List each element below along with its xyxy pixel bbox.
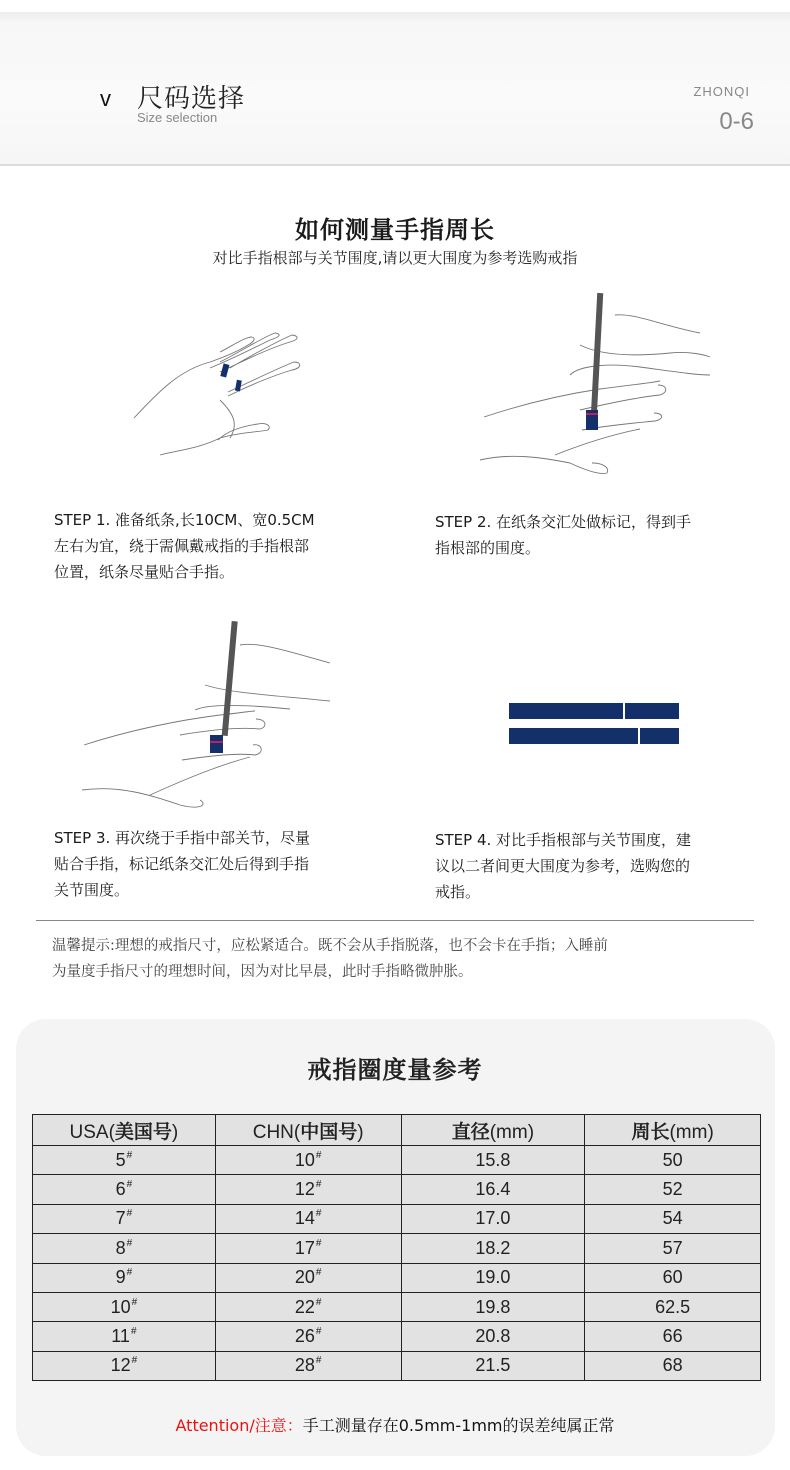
- hash-mark: #: [131, 1355, 138, 1367]
- hash-mark: #: [131, 1296, 138, 1308]
- strip-comparison-illustration: [509, 703, 679, 745]
- step-1-text: STEP 1. 准备纸条,长10CM、宽0.5CM 左右为宜，绕于需佩戴戒指的手指根部 位置，纸条尽量贴合手指。: [54, 511, 315, 581]
- hand-pen-joint-illustration: [70, 615, 350, 815]
- cell-diameter: 19.0: [401, 1263, 585, 1292]
- attention-label: Attention/注意：: [175, 1416, 303, 1435]
- hash-mark: #: [126, 1237, 133, 1249]
- table-row: [33, 1204, 761, 1233]
- header-usa: USA(美国号): [33, 1115, 216, 1146]
- strip-root-overlap: [625, 703, 679, 719]
- table-row: [33, 1234, 761, 1263]
- cell-chn: 14#: [215, 1204, 401, 1233]
- hash-mark: #: [315, 1267, 322, 1279]
- cell-usa: 6#: [33, 1175, 216, 1204]
- cell-chn: 22#: [215, 1292, 401, 1321]
- section-number: 0-6: [719, 108, 754, 135]
- section-title: 尺码选择: [137, 84, 246, 114]
- howto-subtitle: 对比手指根部与关节围度,请以更大围度为参考选购戒指: [212, 249, 578, 267]
- table-row: [33, 1146, 761, 1175]
- cell-diameter: 19.8: [401, 1292, 585, 1321]
- sizing-tip: 温馨提示:理想的戒指尺寸，应松紧适合。既不会从手指脱落，也不会卡在手指；入睡前 为量度手指尺寸的理想时间，因为对比早晨，此时手指略微肿胀。: [52, 938, 608, 980]
- cell-diameter: 15.8: [401, 1146, 585, 1175]
- header-circumference: 周长(mm): [585, 1115, 761, 1146]
- hash-mark: #: [126, 1149, 133, 1161]
- cell-circumference: 66: [585, 1322, 761, 1351]
- hash-mark: #: [126, 1179, 133, 1191]
- chevron-down-icon: v: [100, 86, 111, 111]
- hash-mark: #: [315, 1355, 322, 1367]
- cell-circumference: 50: [585, 1146, 761, 1175]
- step-3-text: STEP 3. 再次绕于手指中部关节，尽量 贴合手指，标记纸条交汇处后得到手指 关节围度。: [54, 829, 311, 899]
- section-subtitle: Size selection: [137, 110, 218, 125]
- cell-diameter: 20.8: [401, 1322, 585, 1351]
- header-diameter: 直径(mm): [401, 1115, 585, 1146]
- cell-circumference: 60: [585, 1263, 761, 1292]
- attention-note: [0, 1413, 790, 1436]
- cell-diameter: 18.2: [401, 1234, 585, 1263]
- cell-chn: 20#: [215, 1263, 401, 1292]
- table-row: [33, 1322, 761, 1351]
- hand-pen-mark-illustration: [470, 285, 720, 485]
- header-chn: CHN(中国号): [215, 1115, 401, 1146]
- attention-text: 手工测量存在0.5mm-1mm的误差纯属正常: [302, 1416, 615, 1435]
- cell-circumference: 52: [585, 1175, 761, 1204]
- table-row: [33, 1175, 761, 1204]
- cell-circumference: 68: [585, 1351, 761, 1380]
- hash-mark: #: [126, 1267, 133, 1279]
- hash-mark: #: [315, 1237, 322, 1249]
- hash-mark: #: [126, 1208, 133, 1220]
- cell-chn: 28#: [215, 1351, 401, 1380]
- hash-mark: #: [315, 1179, 322, 1191]
- cell-diameter: 21.5: [401, 1351, 585, 1380]
- strip-root: [509, 703, 623, 719]
- brand-name: ZHONQI: [693, 84, 750, 99]
- table-row: [33, 1263, 761, 1292]
- cell-usa: 11#: [33, 1322, 216, 1351]
- cell-chn: 12#: [215, 1175, 401, 1204]
- table-row: [33, 1351, 761, 1380]
- table-header-row: [33, 1115, 761, 1146]
- hash-mark: #: [130, 1326, 137, 1338]
- hash-mark: #: [315, 1149, 322, 1161]
- cell-circumference: 62.5: [585, 1292, 761, 1321]
- strip-joint-overlap: [640, 728, 679, 744]
- step-2-text: STEP 2. 在纸条交汇处做标记，得到手 指根部的围度。: [435, 513, 692, 557]
- size-chart-table: [32, 1114, 761, 1381]
- hash-mark: #: [315, 1326, 322, 1338]
- cell-circumference: 54: [585, 1204, 761, 1233]
- cell-usa: 12#: [33, 1351, 216, 1380]
- step-4-text: STEP 4. 对比手指根部与关节围度，建 议以二者间更大围度为参考，选购您的 戒指。: [435, 831, 692, 901]
- hash-mark: #: [315, 1208, 322, 1220]
- howto-title: 如何测量手指周长: [295, 216, 495, 244]
- cell-usa: 10#: [33, 1292, 216, 1321]
- strip-joint: [509, 728, 638, 744]
- section-header: [0, 12, 790, 166]
- hand-strip-illustration: [120, 290, 320, 470]
- cell-chn: 17#: [215, 1234, 401, 1263]
- cell-chn: 10#: [215, 1146, 401, 1175]
- cell-circumference: 57: [585, 1234, 761, 1263]
- cell-chn: 26#: [215, 1322, 401, 1351]
- table-row: [33, 1292, 761, 1321]
- cell-usa: 9#: [33, 1263, 216, 1292]
- cell-diameter: 16.4: [401, 1175, 585, 1204]
- size-chart-title: 戒指圈度量参考: [307, 1056, 483, 1084]
- top-gap: [0, 0, 790, 12]
- divider: [36, 920, 754, 921]
- cell-diameter: 17.0: [401, 1204, 585, 1233]
- cell-usa: 5#: [33, 1146, 216, 1175]
- hash-mark: #: [315, 1296, 322, 1308]
- cell-usa: 8#: [33, 1234, 216, 1263]
- cell-usa: 7#: [33, 1204, 216, 1233]
